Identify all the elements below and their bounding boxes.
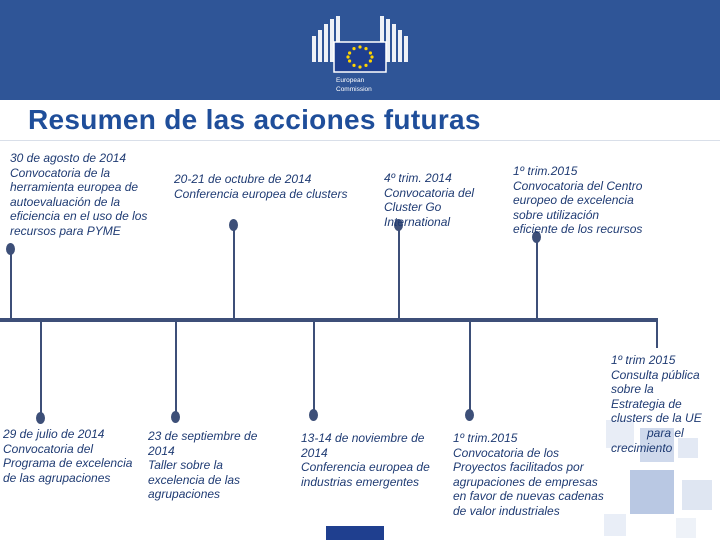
european-commission-logo [310, 14, 410, 98]
milestone-above-3: 4º trim. 2014 Convocatoria del Cluster Go International [384, 171, 475, 229]
timeline-stem [398, 224, 400, 318]
milestone-below-1: 29 de julio de 2014 Convocatoria del Programa de excelencia de las agrupaciones [3, 427, 133, 485]
title-divider [0, 140, 720, 141]
logo-text-line2: Commission [336, 86, 372, 93]
milestone-above-1: 30 de agosto de 2014 Convocatoria de la herramienta europea de autoevaluación de la eficiencia en el uso de los recursos para PYME [10, 151, 148, 238]
page-title: Resumen de las acciones futuras [28, 104, 481, 135]
milestone-below-4: 1º trim.2015 Convocatoria de los Proyectos facilitados por agrupaciones de empresas en favor de nuevas cadenas de valor industriales [453, 431, 604, 518]
timeline-marker [171, 411, 180, 423]
timeline-stem [656, 322, 658, 348]
footer-tab [326, 526, 384, 540]
timeline-marker [229, 219, 238, 231]
timeline-stem [40, 322, 42, 416]
timeline-stem [175, 322, 177, 414]
milestone-below-5: 1º trim 2015 Consulta pública sobre la Estrategia de clusters de la UE para el crecimiento [611, 353, 702, 455]
timeline-marker [36, 412, 45, 424]
timeline-marker [6, 243, 15, 255]
milestone-above-2: 20-21 de octubre de 2014 Conferencia europea de clusters [174, 172, 348, 201]
timeline-stem [233, 224, 235, 318]
timeline-stem [469, 322, 471, 414]
timeline-stem [10, 246, 12, 318]
timeline-marker [465, 409, 474, 421]
milestone-below-2: 23 de septiembre de 2014 Taller sobre la excelencia de las agrupaciones [148, 429, 258, 502]
timeline-marker [309, 409, 318, 421]
header-banner [0, 0, 720, 100]
timeline-stem [313, 322, 315, 414]
milestone-below-3: 13-14 de noviembre de 2014 Conferencia europea de industrias emergentes [301, 431, 430, 489]
milestone-above-4: 1º trim.2015 Convocatoria del Centro europeo de excelencia sobre utilización eficiente de los recursos [513, 164, 643, 237]
timeline-axis [0, 318, 658, 322]
timeline-stem [536, 236, 538, 318]
logo-text-line1: European [336, 77, 365, 84]
